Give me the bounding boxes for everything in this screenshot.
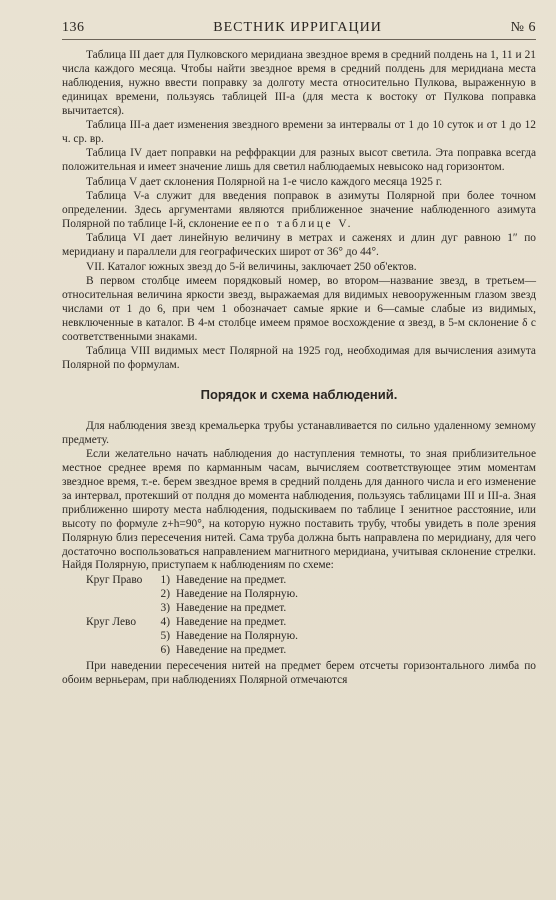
section-title: Порядок и схема наблюдений. (200, 386, 398, 402)
scheme-group (62, 630, 148, 644)
paragraph-table-v: Таблица V дает склонения Полярной на 1-е число каждого месяца 1925 г. (86, 175, 443, 188)
body-text (62, 49, 536, 688)
scheme-number: 5) (160, 629, 170, 642)
scheme-step: Наведение на Полярную. (176, 588, 298, 601)
scheme-number: 2) (160, 588, 170, 601)
scheme-number: 6) (160, 643, 170, 656)
paragraph-table-vi: Таблица VI дает линейную величину в метрах и саженях и длин дуг равною 1″ по меридиану и параллели для географических широт от 36° до 44°. (62, 232, 536, 259)
scheme-group (62, 602, 148, 616)
scheme-step: Наведение на предмет. (176, 602, 287, 615)
paragraph-table-iii: Таблица III дает для Пулковского меридиана звездное время в средний полдень на 1, 11 и 21 числа каждого месяца. Чтобы найти звездное время в средний полдень для меридиана места наблюдения, нужно ввести поправку за долготу места относительно Пулкова, выраженную в единицах времени, пользуясь таблицей III-a (для места к востоку от Пулкова поправка вычитается). (62, 49, 536, 117)
scheme-group: Круг Право (86, 574, 143, 587)
scheme-row (62, 630, 536, 644)
scheme-step: Наведение на предмет. (176, 574, 287, 587)
scheme-row (62, 602, 536, 616)
scheme-step: Наведение на Полярную. (176, 629, 298, 642)
scheme-step: Наведение на предмет. (176, 616, 287, 629)
scheme-row (62, 616, 536, 630)
scheme-row (62, 588, 536, 602)
paragraph-table-iv: Таблица IV дает поправки на реффракции для разных высот светила. Эта поправка всегда положительная и имеет значение лишь для светил наблюдаемых невысоко над горизонтом. (62, 147, 536, 174)
paragraph-table-viii: Таблица VIII видимых мест Полярной на 1925 год, необходимая для вычисления азимута Полярной по формулам. (62, 345, 536, 371)
paragraph-catalog-vii: VII. Каталог южных звезд до 5-й величины, заключает 250 об'ектов. (86, 260, 417, 273)
scheme-number: 1) (160, 574, 170, 587)
paragraph-setup: Для наблюдения звезд кремальерка трубы устанавливается по сильно удаленному земному предмету. (62, 419, 536, 446)
paragraph-procedure: Если желательно начать наблюдения до наступления темноты, то зная приблизительное местное среднее время по карманным часам, вычисляем соответствующее этим моментам звездное время, т.-е. берем звездное время в средний полдень для данного числа и его изменение за интервал, протекший от полдня до момента наблюдения, пользуясь таблицами III и III-a. Зная приближенно широту места наблюдения, подыскиваем по таблице I зенитное расстояние, или высоту по формуле z+h=90°, на которую нужно поставить трубу, чтобы увидеть в поле зрения Полярную близ пересечения нитей. Сама труба должна быть направлена по меридиану, для чего достаточно воспользоваться направлением магнитного меридиана, учитывая склонение стрелки. Найдя Полярную, приступаем к наблюдениям по схеме: (62, 448, 536, 572)
scheme-row (62, 644, 536, 658)
issue-number: № 6 (510, 20, 536, 35)
paragraph-table-iii-a: Таблица III-a дает изменения звездного времени за интервалы от 1 до 10 суток и от 1 до 12 ч. ср. вр. (62, 119, 536, 145)
paragraph-catalog-columns: В первом столбце имеем порядковый номер, во втором—название звезд, в третьем—относительная величина яркости звезд, выражаемая для видимых невооруженным глазом звезд числами от 1 до 6, при чем 1 обозначает самые яркие и 6—самые слабые из видимых, невключенные в каталог. В 4-м столбце имеем прямое восхождение α звезд, в 5-м склонение δ с соответственными знаками. (62, 275, 536, 343)
scheme-row (62, 574, 536, 588)
scheme-group (62, 588, 148, 602)
scheme-number: 3) (160, 602, 170, 615)
paragraph-table-v-a (62, 190, 536, 232)
paragraph-table-v-a-spaced: по таблице V. (254, 217, 354, 230)
paragraph-table-v-a-text: Таблица V-a служит для введения поправок в азимуты Полярной при более точном определении. Здесь аргументами являются приближенное значение наблюденного азимута Полярной по таблице I-й, склонение ее (62, 190, 536, 230)
journal-title: ВЕСТНИК ИРРИГАЦИИ (213, 20, 382, 35)
paragraph-bottom: При наведении пересечения нитей на предмет берем отсчеты горизонтального лимба по обоим верньерам, при наблюдениях Полярной отмечаются (62, 659, 536, 686)
observation-scheme (62, 574, 536, 657)
scheme-number: 4) (160, 616, 170, 629)
page-number: 136 (62, 20, 85, 35)
scheme-step: Наведение на предмет. (176, 643, 287, 656)
scheme-group: Круг Лево (86, 616, 137, 629)
scheme-group (62, 644, 148, 658)
running-header (62, 20, 536, 40)
